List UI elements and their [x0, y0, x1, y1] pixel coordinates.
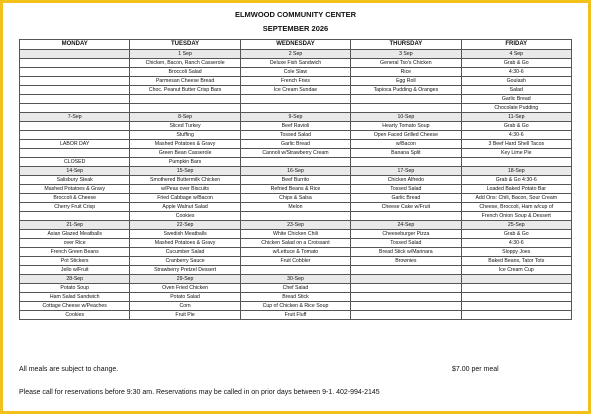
menu-item: Salad [461, 86, 571, 95]
menu-row [20, 104, 572, 113]
menu-item: Cranberry Sauce [130, 257, 240, 266]
menu-row [20, 140, 572, 149]
menu-item: French Green Beans [20, 248, 130, 257]
menu-item: w/Peas over Biscuits [130, 185, 240, 194]
menu-item: Ice Cream Sundae [240, 86, 350, 95]
day-header: MONDAY [20, 40, 130, 50]
menu-item: Brownies [351, 257, 461, 266]
menu-item [461, 311, 571, 320]
menu-row [20, 248, 572, 257]
month-title: SEPTEMBER 2026 [262, 24, 329, 33]
menu-item [240, 104, 350, 113]
menu-item: Mashed Potatoes & Gravy [130, 140, 240, 149]
menu-item: Asian Glazed Meatballs [20, 230, 130, 239]
menu-row [20, 302, 572, 311]
menu-item [351, 104, 461, 113]
menu-item: Mashed Potatoes & Gravy [20, 185, 130, 194]
menu-item: Fried Cabbage w/Bacon [130, 194, 240, 203]
menu-item: Green Bean Casserole [130, 149, 240, 158]
menu-item [20, 59, 130, 68]
menu-item [461, 158, 571, 167]
date-cell: 18-Sep [461, 167, 571, 176]
menu-item: Garlic Bread [461, 95, 571, 104]
menu-item [20, 131, 130, 140]
menu-item: Key Lime Pie [461, 149, 571, 158]
date-row [20, 221, 572, 230]
menu-item [20, 95, 130, 104]
menu-item: Chicken Alfredo [351, 176, 461, 185]
menu-row [20, 149, 572, 158]
menu-item: Sliced Turkey [130, 122, 240, 131]
menu-item: Beef Burrito [240, 176, 350, 185]
menu-calendar [19, 39, 572, 320]
menu-item [461, 293, 571, 302]
menu-item: Hearty Tomato Soup [351, 122, 461, 131]
menu-item: Tapioca Pudding & Oranges [351, 86, 461, 95]
menu-row [20, 194, 572, 203]
menu-item: Cheeseburger Pizza [351, 230, 461, 239]
menu-item: Salisbury Steak [20, 176, 130, 185]
menu-item: Jello w/Fruit [20, 266, 130, 275]
date-cell: 4 Sep [461, 50, 571, 59]
date-cell: 2 Sep [240, 50, 350, 59]
menu-item: Cheese, Broccoli, Ham w/cup of [461, 203, 571, 212]
menu-item: Parmesan Cheese Bread [130, 77, 240, 86]
menu-item: Smothered Buttermilk Chicken [130, 176, 240, 185]
menu-row [20, 158, 572, 167]
date-cell [20, 50, 130, 59]
menu-item [240, 95, 350, 104]
menu-item: Chicken, Bacon, Ranch Casserole [130, 59, 240, 68]
menu-item [351, 95, 461, 104]
menu-item [20, 149, 130, 158]
menu-item: Cookies [130, 212, 240, 221]
menu-row [20, 77, 572, 86]
menu-item: French Fries [240, 77, 350, 86]
menu-item: Sloppy Joes [461, 248, 571, 257]
menu-item [20, 77, 130, 86]
menu-row [20, 131, 572, 140]
menu-item [461, 284, 571, 293]
menu-item: Bread Stick w/Marinara [351, 248, 461, 257]
menu-item: Mashed Potatoes & Gravy [130, 239, 240, 248]
menu-item [130, 104, 240, 113]
menu-item: Cup of Chicken & Rice Soup [240, 302, 350, 311]
menu-item: LABOR DAY [20, 140, 130, 149]
date-cell [461, 275, 571, 284]
menu-item: Pumpkin Bars [130, 158, 240, 167]
day-header: WEDNESDAY [240, 40, 350, 50]
menu-row [20, 95, 572, 104]
menu-item: CLOSED [20, 158, 130, 167]
menu-item: Potato Salad [130, 293, 240, 302]
menu-item: Tossed Salad [240, 131, 350, 140]
menu-item: Ice Cream Cup [461, 266, 571, 275]
menu-item: Chicken Salad on a Croissant [240, 239, 350, 248]
menu-item: Refried Beans & Rice [240, 185, 350, 194]
menu-row [20, 284, 572, 293]
menu-item: Grab & Go [461, 230, 571, 239]
menu-item [351, 266, 461, 275]
date-cell: 29-Sep [130, 275, 240, 284]
day-header-row [20, 40, 572, 50]
menu-item [351, 311, 461, 320]
menu-item [240, 158, 350, 167]
center-title: ELMWOOD COMMUNITY CENTER [234, 10, 357, 19]
menu-item: Banana Split [351, 149, 461, 158]
price-note: $7.00 per meal [452, 366, 499, 373]
menu-item: Strawberry Pretzel Dessert [130, 266, 240, 275]
menu-row [20, 86, 572, 95]
menu-item: Cucumber Salad [130, 248, 240, 257]
menu-item [240, 266, 350, 275]
menu-item: Oven Fried Chicken [130, 284, 240, 293]
menu-item: Cherry Fruit Crisp [20, 203, 130, 212]
date-cell: 30-Sep [240, 275, 350, 284]
menu-row [20, 122, 572, 131]
menu-item: Pot Stickers [20, 257, 130, 266]
date-cell: 10-Sep [351, 113, 461, 122]
date-row [20, 167, 572, 176]
menu-item [461, 302, 571, 311]
menu-row [20, 212, 572, 221]
date-cell: 1 Sep [130, 50, 240, 59]
date-cell: 28-Sep [20, 275, 130, 284]
menu-item: Cannoli w/Strawberry Cream [240, 149, 350, 158]
menu-item: French Onion Soup & Dessert [461, 212, 571, 221]
date-cell: 23-Sep [240, 221, 350, 230]
menu-item: Fruit Cobbler [240, 257, 350, 266]
menu-item: Stuffing [130, 131, 240, 140]
menu-item [20, 86, 130, 95]
menu-item: Ham Salad Sandwich [20, 293, 130, 302]
date-cell [351, 275, 461, 284]
day-header: THURSDAY [351, 40, 461, 50]
date-cell: 16-Sep [240, 167, 350, 176]
menu-item [20, 212, 130, 221]
menu-item: over Rice [20, 239, 130, 248]
menu-item [20, 122, 130, 131]
menu-item: General Tso's Chicken [351, 59, 461, 68]
date-cell: 22-Sep [130, 221, 240, 230]
reservation-note: Please call for reservations before 9:30 am. Reservations may be called in on prior days between 9-1. 402-994-2145 [19, 389, 380, 396]
menu-item: White Chicken Chili [240, 230, 350, 239]
date-cell: 24-Sep [351, 221, 461, 230]
menu-item: Broccoli Salad [130, 68, 240, 77]
menu-item: Garlic Bread [351, 194, 461, 203]
menu-item: Bread Stick [240, 293, 350, 302]
menu-row [20, 293, 572, 302]
menu-item: Fruit Fluff [240, 311, 350, 320]
date-row [20, 113, 572, 122]
menu-item [20, 68, 130, 77]
menu-item: Apple Walnut Salad [130, 203, 240, 212]
menu-item: Grab & Go 4:30-6 [461, 176, 571, 185]
menu-item [20, 104, 130, 113]
menu-row [20, 203, 572, 212]
menu-item: Goulash [461, 77, 571, 86]
date-row [20, 275, 572, 284]
menu-item: Rice [351, 68, 461, 77]
menu-item: 4:30-6 [461, 68, 571, 77]
menu-item: Melon [240, 203, 350, 212]
date-cell: 21-Sep [20, 221, 130, 230]
menu-item: Chips & Salsa [240, 194, 350, 203]
menu-item: Cheese Cake w/Fruit [351, 203, 461, 212]
menu-item: Swedish Meatballs [130, 230, 240, 239]
menu-item: Corn [130, 302, 240, 311]
menu-row [20, 239, 572, 248]
menu-item: Tossed Salad [351, 185, 461, 194]
menu-item: Grab & Go [461, 59, 571, 68]
menu-item [351, 158, 461, 167]
menu-row [20, 230, 572, 239]
date-cell: 17-Sep [351, 167, 461, 176]
date-cell: 8-Sep [130, 113, 240, 122]
menu-item: Cookies [20, 311, 130, 320]
menu-item: 4:30-6 [461, 131, 571, 140]
date-cell: 25-Sep [461, 221, 571, 230]
menu-item [240, 212, 350, 221]
menu-item [351, 293, 461, 302]
menu-item [130, 95, 240, 104]
menu-item: Broccoli & Cheese [20, 194, 130, 203]
menu-item: w/Bacon [351, 140, 461, 149]
menu-item: Choc. Peanut Butter Crisp Bars [130, 86, 240, 95]
menu-item: Beef Ravioli [240, 122, 350, 131]
date-cell: 11-Sep [461, 113, 571, 122]
menu-row [20, 311, 572, 320]
menu-row [20, 59, 572, 68]
date-cell: 3 Sep [351, 50, 461, 59]
menu-item: Baked Beans, Tator Tots [461, 257, 571, 266]
date-cell: 9-Sep [240, 113, 350, 122]
menu-item: Chef Salad [240, 284, 350, 293]
date-cell: 14-Sep [20, 167, 130, 176]
menu-item [351, 212, 461, 221]
menu-item [351, 284, 461, 293]
menu-row [20, 185, 572, 194]
menu-row [20, 266, 572, 275]
menu-item: Deluxe Fish Sandwich [240, 59, 350, 68]
menu-item: Chocolate Pudding [461, 104, 571, 113]
day-header: FRIDAY [461, 40, 571, 50]
menu-item: w/Lettuce & Tomato [240, 248, 350, 257]
menu-item: Loaded Baked Potato Bar [461, 185, 571, 194]
date-cell: 15-Sep [130, 167, 240, 176]
menu-item: Potato Soup [20, 284, 130, 293]
day-header: TUESDAY [130, 40, 240, 50]
menu-item: Cottage Cheese w/Peaches [20, 302, 130, 311]
menu-item: 4:30-6 [461, 239, 571, 248]
date-cell: 7-Sep [20, 113, 130, 122]
menu-item: Fruit Pie [130, 311, 240, 320]
menu-row [20, 68, 572, 77]
menu-item: Garlic Bread [240, 140, 350, 149]
menu-item: Tossed Salad [351, 239, 461, 248]
menu-item: Grab & Go [461, 122, 571, 131]
menu-item: Add Ons: Chili, Bacon, Sour Cream [461, 194, 571, 203]
menu-item: Egg Roll [351, 77, 461, 86]
menu-row [20, 176, 572, 185]
menu-item: Cole Slaw [240, 68, 350, 77]
menu-item: Open Faced Grilled Cheese [351, 131, 461, 140]
menu-item [351, 302, 461, 311]
subject-to-change-note: All meals are subject to change. [19, 366, 119, 373]
menu-row [20, 257, 572, 266]
menu-item: 3 Beef Hard Shell Tacos [461, 140, 571, 149]
date-row [20, 50, 572, 59]
